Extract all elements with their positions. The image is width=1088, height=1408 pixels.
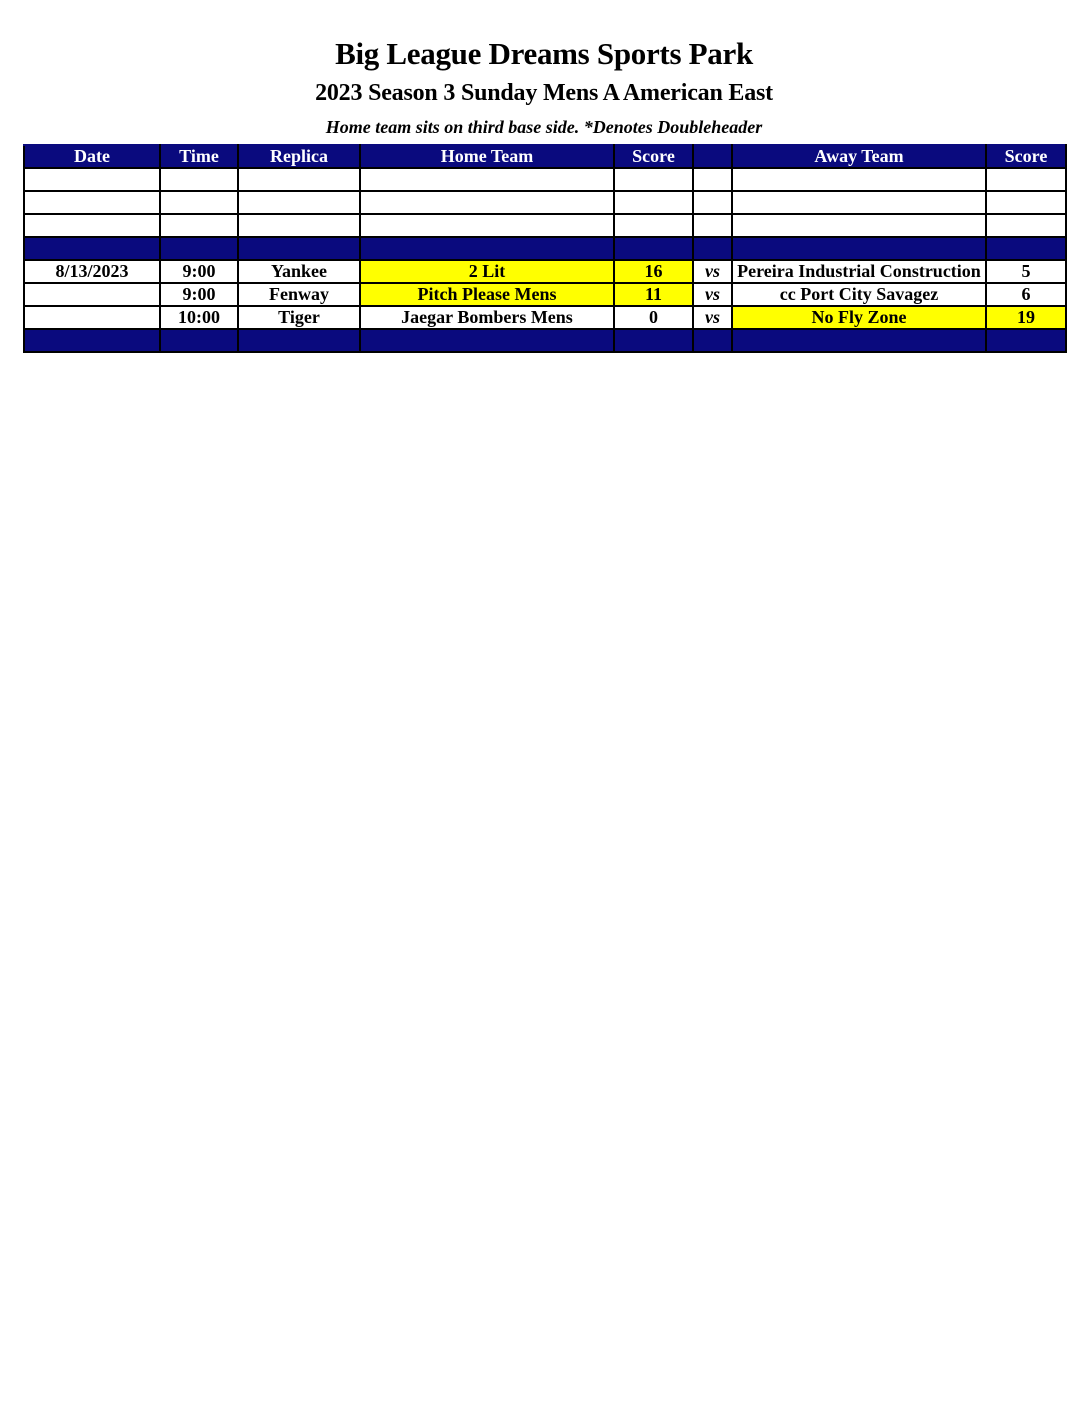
col-header-away-team: Away Team <box>732 145 986 168</box>
empty-cell <box>360 214 614 237</box>
separator-band <box>24 329 1066 352</box>
game-time: 9:00 <box>160 260 238 283</box>
col-header-vs <box>693 145 732 168</box>
band-cell <box>24 329 160 352</box>
game-date <box>24 306 160 329</box>
page-title: Big League Dreams Sports Park <box>335 36 753 71</box>
home-team: Pitch Please Mens <box>360 283 614 306</box>
empty-cell <box>614 191 693 214</box>
league-subtitle: 2023 Season 3 Sunday Mens A American East <box>315 80 773 106</box>
band-cell <box>986 237 1066 260</box>
empty-cell <box>732 214 986 237</box>
band-cell <box>238 237 360 260</box>
col-header-time: Time <box>160 145 238 168</box>
empty-cell <box>160 191 238 214</box>
empty-row <box>24 168 1066 191</box>
empty-cell <box>160 214 238 237</box>
empty-cell <box>360 191 614 214</box>
vs-label: vs <box>693 283 732 306</box>
empty-cell <box>614 214 693 237</box>
empty-cell <box>160 168 238 191</box>
empty-row <box>24 214 1066 237</box>
band-cell <box>693 329 732 352</box>
band-cell <box>693 237 732 260</box>
empty-cell <box>238 214 360 237</box>
game-date: 8/13/2023 <box>24 260 160 283</box>
game-field: Yankee <box>238 260 360 283</box>
empty-cell <box>24 214 160 237</box>
band-cell <box>238 329 360 352</box>
away-team: Pereira Industrial Construction <box>732 260 986 283</box>
band-cell <box>160 237 238 260</box>
vs-label: vs <box>693 306 732 329</box>
game-row <box>24 306 1066 329</box>
home-score: 16 <box>614 260 693 283</box>
empty-cell <box>732 191 986 214</box>
game-field: Fenway <box>238 283 360 306</box>
empty-cell <box>986 168 1066 191</box>
home-team: 2 Lit <box>360 260 614 283</box>
empty-cell <box>732 168 986 191</box>
col-header-replica: Replica <box>238 145 360 168</box>
schedule-note: Home team sits on third base side. *Denotes Doubleheader <box>325 117 763 137</box>
band-cell <box>732 237 986 260</box>
empty-cell <box>360 168 614 191</box>
away-score: 5 <box>986 260 1066 283</box>
game-date <box>24 283 160 306</box>
col-header-home-score: Score <box>614 145 693 168</box>
band-cell <box>360 237 614 260</box>
home-score: 11 <box>614 283 693 306</box>
empty-cell <box>238 168 360 191</box>
vs-label: vs <box>693 260 732 283</box>
game-time: 10:00 <box>160 306 238 329</box>
band-cell <box>360 329 614 352</box>
schedule-table <box>23 144 1067 353</box>
empty-cell <box>24 168 160 191</box>
band-cell <box>614 329 693 352</box>
home-score: 0 <box>614 306 693 329</box>
col-header-date: Date <box>24 145 160 168</box>
band-cell <box>24 237 160 260</box>
empty-cell <box>986 214 1066 237</box>
empty-cell <box>693 214 732 237</box>
band-cell <box>614 237 693 260</box>
empty-cell <box>238 191 360 214</box>
separator-band <box>24 237 1066 260</box>
empty-cell <box>614 168 693 191</box>
empty-cell <box>986 191 1066 214</box>
band-cell <box>986 329 1066 352</box>
header-row <box>24 145 1066 168</box>
game-row <box>24 260 1066 283</box>
away-team: cc Port City Savagez <box>732 283 986 306</box>
col-header-away-score: Score <box>986 145 1066 168</box>
game-row <box>24 283 1066 306</box>
away-score: 6 <box>986 283 1066 306</box>
away-team: No Fly Zone <box>732 306 986 329</box>
home-team: Jaegar Bombers Mens <box>360 306 614 329</box>
col-header-home-team: Home Team <box>360 145 614 168</box>
game-field: Tiger <box>238 306 360 329</box>
empty-cell <box>693 168 732 191</box>
game-time: 9:00 <box>160 283 238 306</box>
empty-cell <box>24 191 160 214</box>
away-score: 19 <box>986 306 1066 329</box>
band-cell <box>160 329 238 352</box>
empty-cell <box>693 191 732 214</box>
empty-row <box>24 191 1066 214</box>
band-cell <box>732 329 986 352</box>
